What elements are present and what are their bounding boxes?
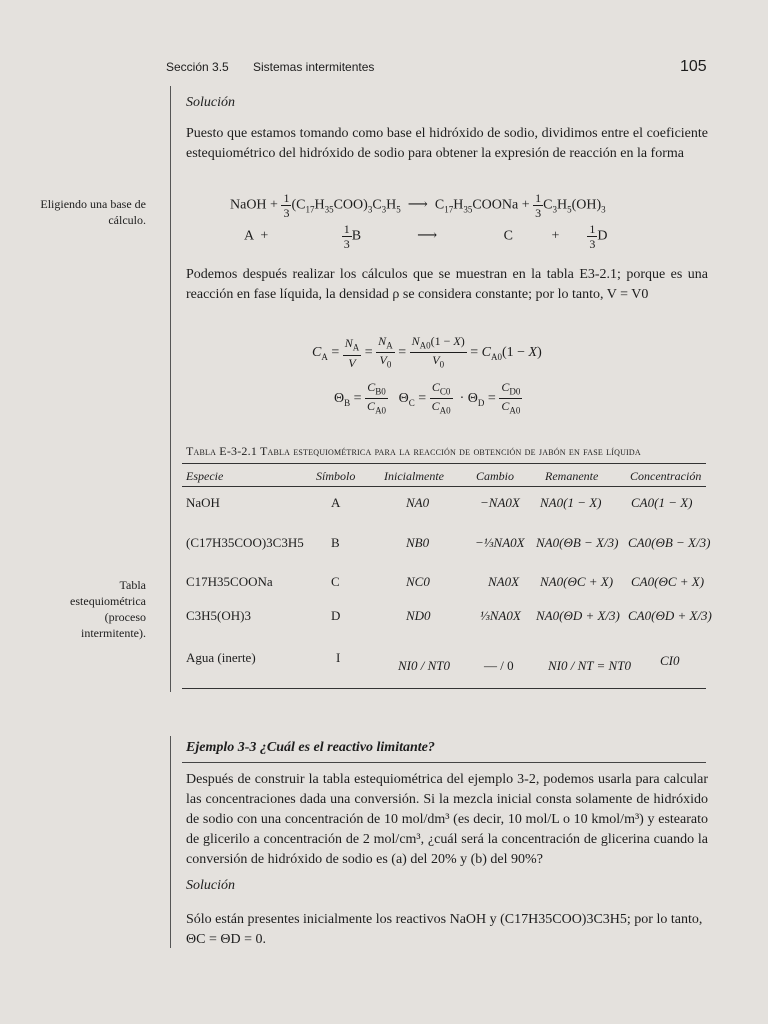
table-cell: Agua (inerte) <box>186 650 256 665</box>
table-cell: NA0(ΘD + X/3) <box>536 608 620 623</box>
example-paragraph: Después de construir la tabla estequiométrica del ejemplo 3-2, podemos usarla para calcular las concentraciones dada una conversión. Si la mezcla inicial consta solamente de hidróxido de sodio con una concentración de 10 mol/dm³ (es decir, 10 mol/L o 10 kmol/m³) y estearato de glicerilo a concentración de 2 mol/cm³, ¿cuál será la concentración de glicerina cuando la conversión de hidróxido de sodio es (a) del 20% y (b) del 90%? <box>186 772 708 867</box>
table-cell: ⅓NA0X <box>480 608 521 623</box>
table-header-rule <box>182 486 706 487</box>
table-cell: C <box>331 574 340 589</box>
col-header-cambio: Cambio <box>476 469 515 483</box>
table-cell: NB0 <box>406 535 430 550</box>
margin-note-line: intermitente). <box>81 626 146 640</box>
table-cell: NA0(ΘB − X/3) <box>536 535 619 550</box>
table-cell: (C17H35COO)3C3H5 <box>186 535 304 550</box>
table-cell: −NA0X <box>480 495 520 510</box>
col-header-concentracion: Concentración <box>630 469 702 483</box>
reaction-equation: NaOH + $\frac{1}{3}$ $(C_{17}H_{35}COO)_3C_3H_5$ ⟶ $C_{17}H_{35}COONa$ + $\frac{1}{3}$ $C_3H_5(OH)_3$ <box>230 191 606 220</box>
table-cell: NaOH <box>186 495 220 510</box>
table-cell: −⅓NA0X <box>475 535 525 550</box>
table-cell: ND0 <box>406 608 431 623</box>
table-cell: NA0(ΘC + X) <box>540 574 614 589</box>
example-solution-heading: Solución <box>186 878 235 893</box>
table-cell: CI0 <box>660 653 680 668</box>
table-cell: NI0 / NT0 <box>398 658 451 673</box>
table-cell: A <box>331 495 341 510</box>
col-header-remanente: Remanente <box>545 469 599 483</box>
col-header-simbolo: Símbolo <box>316 469 356 483</box>
section-number: Sección 3.5 <box>166 60 229 74</box>
table-cell: I <box>336 650 341 665</box>
margin-note-line: Tabla <box>119 578 146 592</box>
table-caption: Tabla E-3-2.1 Tabla estequiométrica para la reacción de obtención de jabón en fase líquida <box>186 444 641 458</box>
table-cell: B <box>331 535 340 550</box>
table-bottom-rule <box>182 688 706 689</box>
table-cell: CA0(ΘB − X/3) <box>628 535 711 550</box>
theta-definitions: $\Theta_B$ = $\frac{C_{B0}}{C_{A0}}$ $\Theta_C$ = $\frac{C_{C0}}{C_{A0}}$ · $\Theta_D$ = $\frac{C_{D0}}{C_{A0}}$ <box>334 380 521 416</box>
table-cell: NA0(1 − X) <box>540 495 602 510</box>
table-cell: CA0(ΘC + X) <box>631 574 705 589</box>
margin-rule-bottom <box>170 736 171 948</box>
table-cell: CA0(ΘD + X/3) <box>628 608 712 623</box>
margin-rule-top <box>170 86 171 692</box>
reaction-symbols: A + $\frac{1}{3}$ B ⟶ C + $\frac{1}{3}$ D <box>244 222 608 251</box>
table-cell: — / 0 <box>484 658 514 673</box>
solution-heading: Solución <box>186 95 235 110</box>
table-cell: CA0(1 − X) <box>631 495 693 510</box>
paragraph-density: Podemos después realizar los cálculos que se muestran en la tabla E3-2.1; porque es una reacción en fase líquida, la densidad ρ se considera constante; por lo tanto, V = V0 <box>186 267 708 302</box>
table-cell: NA0X <box>488 574 520 589</box>
table-cell: NA0 <box>406 495 430 510</box>
table-top-rule <box>182 463 706 464</box>
table-cell: C3H5(OH)3 <box>186 608 251 623</box>
example-solution-text: Sólo están presentes inicialmente los reactivos NaOH y (C17H35COO)3C3H5; por lo tanto, ΘC = ΘD = 0. <box>186 912 703 947</box>
example-title: Ejemplo 3-3 ¿Cuál es el reactivo limitante? <box>186 740 435 755</box>
margin-note-line: estequiométrica <box>70 594 146 608</box>
col-header-inicial: Inicialmente <box>384 469 444 483</box>
table-cell: C17H35COONa <box>186 574 273 589</box>
example-rule <box>182 762 706 763</box>
section-title: Sistemas intermitentes <box>253 60 375 74</box>
table-cell: NI0 / NT = NT0 <box>548 658 631 673</box>
margin-note-table <box>20 577 146 641</box>
margin-note-line: (proceso <box>104 610 146 624</box>
concentration-equation: $C_A$ = $\frac{N_A}{V}$ = $\frac{N_A}{V_0}$ = $\frac{N_{A0}(1 - X)}{V_0}$ = $C_{A0}(1 - X)$ <box>312 334 542 370</box>
margin-note-basis: Eligiendo una base de cálculo. <box>40 197 146 227</box>
table-cell: D <box>331 608 341 623</box>
col-header-especie: Especie <box>186 469 224 483</box>
solution-paragraph: Puesto que estamos tomando como base el hidróxido de sodio, dividimos entre el coeficiente estequiométrico del hidróxido de sodio para obtener la expresión de reacción en la forma <box>186 126 708 161</box>
table-cell: NC0 <box>406 574 430 589</box>
page-number: 105 <box>680 58 707 75</box>
